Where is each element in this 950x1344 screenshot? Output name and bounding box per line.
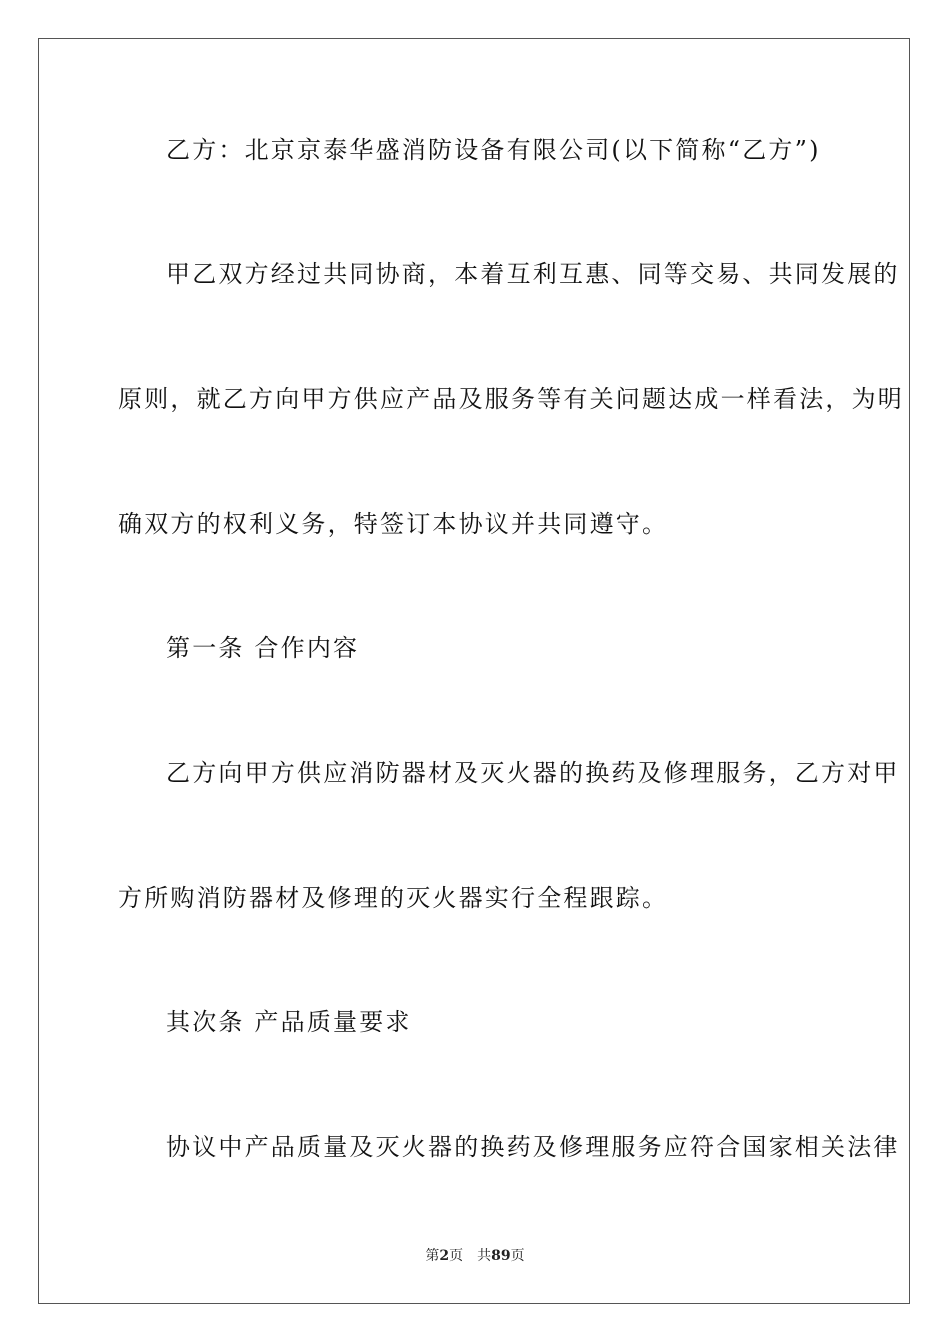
- article-2-heading: 其次条 产品质量要求: [166, 1008, 412, 1036]
- page-frame: [38, 38, 910, 1304]
- page-footer: [0, 1246, 950, 1266]
- preamble-line-1: 甲乙双方经过共同协商，本着互利互惠、同等交易、共同发展的: [166, 260, 900, 288]
- current-page-number: 2: [439, 1248, 450, 1264]
- total-page-count: 89: [491, 1248, 511, 1264]
- preamble-line-3: 确双方的权利义务，特签订本协议并共同遵守。: [118, 510, 669, 538]
- preamble-line-2: 原则，就乙方向甲方供应产品及服务等有关问题达成一样看法，为明: [118, 385, 904, 413]
- page-suffix: 页: [449, 1248, 464, 1264]
- article-1-body-line-2: 方所购消防器材及修理的灭火器实行全程跟踪。: [118, 884, 669, 912]
- party-b-line: 乙方：北京京泰华盛消防设备有限公司(以下简称“乙方”): [166, 136, 821, 164]
- total-suffix: 页: [510, 1248, 525, 1264]
- page-prefix: 第: [425, 1248, 440, 1264]
- article-1-heading: 第一条 合作内容: [166, 634, 360, 662]
- total-prefix: 共: [477, 1248, 492, 1264]
- article-1-body-line-1: 乙方向甲方供应消防器材及灭火器的换药及修理服务，乙方对甲: [166, 759, 900, 787]
- article-2-body-line-1: 协议中产品质量及灭火器的换药及修理服务应符合国家相关法律: [166, 1133, 900, 1161]
